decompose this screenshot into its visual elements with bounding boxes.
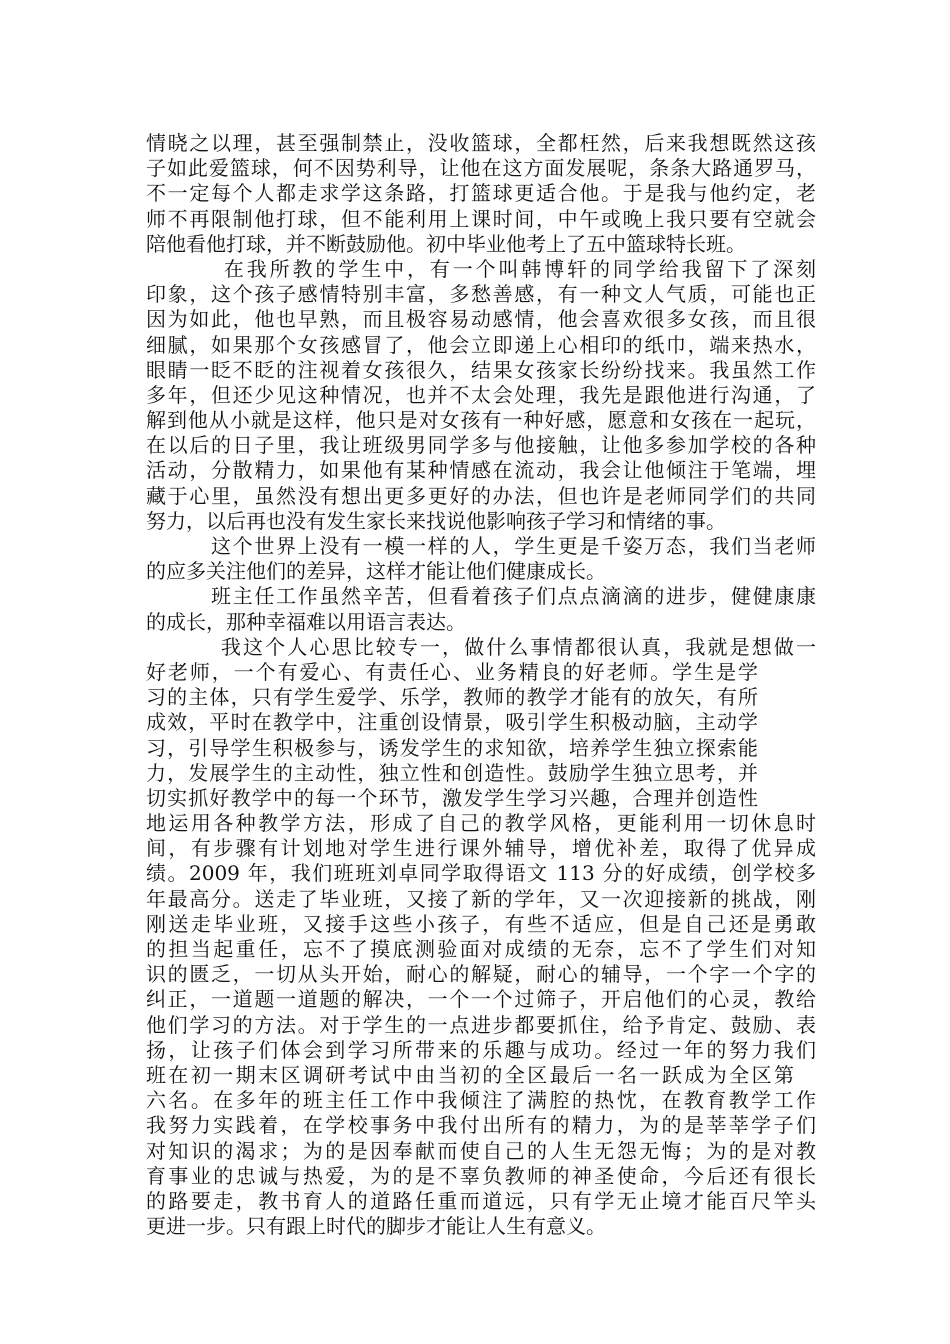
text-line: 细腻，如果那个女孩感冒了，他会立即递上心相印的纸巾，端来热水，: [146, 332, 816, 357]
text-line: 的路要走，教书育人的道路任重而道远，只有学无止境才能百尺竿头: [146, 1188, 816, 1213]
text-line: 藏于心里，虽然没有想出更多更好的办法，但也许是老师同学们的共同: [146, 483, 816, 508]
text-line: 切实抓好教学中的每一个环节，激发学生学习兴趣，合理并创造性: [146, 785, 758, 810]
text-line: 我这个人心思比较专一，做什么事情都很认真，我就是想做一: [146, 634, 816, 659]
text-line: 习的主体，只有学生爱学、乐学，教师的教学才能有的放矢，有所: [146, 685, 758, 710]
text-line: 师不再限制他打球，但不能利用上课时间，中午或晚上我只要有空就会: [146, 206, 816, 231]
text-line: 我努力实践着，在学校事务中我付出所有的精力，为的是莘莘学子们: [146, 1113, 816, 1138]
text-line: 识的匮乏，一切从头开始，耐心的解疑，耐心的辅导，一个字一个字的: [146, 962, 816, 987]
text-line: 对知识的渴求；为的是因奉献而使自己的人生无怨无悔；为的是对教: [146, 1138, 816, 1163]
text-line: 在我所教的学生中，有一个叫韩博轩的同学给我留下了深刻: [146, 256, 816, 281]
text-line: 的担当起重任，忘不了摸底测验面对成绩的无奈，忘不了学生们对知: [146, 937, 816, 961]
text-line: 因为如此，他也早熟，而且极容易动感情，他会喜欢很多女孩，而且很: [146, 307, 816, 332]
text-line: 不一定每个人都走求学这条路，打篮球更适合他。于是我与他约定，老: [146, 181, 816, 206]
text-line: 子如此爱篮球，何不因势利导，让他在这方面发展呢，条条大路通罗马，: [146, 156, 816, 181]
text-line: 解到他从小就是这样，他只是对女孩有一种好感，愿意和女孩在一起玩，: [146, 408, 816, 433]
text-line: 更进一步。只有跟上时代的脚步才能让人生有意义。: [146, 1214, 606, 1239]
text-line: 班主任工作虽然辛苦，但看着孩子们点点滴滴的进步，健健康康: [146, 584, 816, 609]
text-line: 成效，平时在教学中，注重创设情景，吸引学生积极动脑，主动学: [146, 710, 758, 735]
body-text: [146, 131, 816, 1239]
text-line: 绩。2009 年，我们班班刘卓同学取得语文 113 分的好成绩，创学校多: [146, 861, 816, 886]
text-line: 陪他看他打球，并不断鼓励他。初中毕业他考上了五中篮球特长班。: [146, 231, 746, 256]
text-line: 在以后的日子里，我让班级男同学多与他接触，让他多参加学校的各种: [146, 433, 816, 458]
text-line: 年最高分。送走了毕业班，又接了新的学年，又一次迎接新的挑战，刚: [146, 886, 816, 911]
text-line: 努力，以后再也没有发生家长来找说他影响孩子学习和情绪的事。: [146, 508, 726, 533]
text-line: 地运用各种教学方法，形成了自己的教学风格，更能利用一切休息时: [146, 811, 816, 836]
text-line: 力，发展学生的主动性，独立性和创造性。鼓励学生独立思考，并: [146, 760, 758, 785]
text-line: 扬，让孩子们体会到学习所带来的乐趣与成功。经过一年的努力我们: [146, 1037, 816, 1062]
text-line: 六名。在多年的班主任工作中我倾注了满腔的热忱，在教育教学工作: [146, 1088, 816, 1113]
text-line: 活动，分散精力，如果他有某种情感在流动，我会让他倾注于笔端，埋: [146, 458, 816, 483]
text-line: 间，有步骤有计划地对学生进行课外辅导，增优补差，取得了优异成: [146, 836, 816, 861]
text-line: 的应多关注他们的差异，这样才能让他们健康成长。: [146, 559, 606, 584]
text-line: 的成长，那种幸福难以用语言表达。: [146, 609, 466, 634]
text-line: 他们学习的方法。对于学生的一点进步都要抓住，给予肯定、鼓励、表: [146, 1012, 816, 1037]
text-line: 纠正，一道题一道题的解决，一个一个过筛子，开启他们的心灵，教给: [146, 987, 816, 1012]
text-line: 眼睛一眨不眨的注视着女孩很久，结果女孩家长纷纷找来。我虽然工作: [146, 357, 816, 382]
text-line: 印象，这个孩子感情特别丰富，多愁善感，有一种文人气质，可能也正: [146, 282, 816, 307]
text-line: 好老师，一个有爱心、有责任心、业务精良的好老师。学生是学: [146, 659, 758, 684]
text-line: 情晓之以理，甚至强制禁止，没收篮球，全都枉然，后来我想既然这孩: [146, 131, 816, 155]
text-line: 习，引导学生积极参与，诱发学生的求知欲，培养学生独立探索能: [146, 735, 758, 760]
text-line: 刚送走毕业班，又接手这些小孩子，有些不适应，但是自己还是勇敢: [146, 911, 816, 936]
text-line: 育事业的忠诚与热爱，为的是不辜负教师的神圣使命，今后还有很长: [146, 1163, 816, 1188]
text-line: 多年，但还少见这种情况，也并不太会处理，我先是跟他进行沟通，了: [146, 382, 816, 407]
text-line: 这个世界上没有一模一样的人，学生更是千姿万态，我们当老师: [146, 534, 816, 558]
text-line: 班在初一期末区调研考试中由当初的全区最后一名一跃成为全区第: [146, 1062, 794, 1087]
